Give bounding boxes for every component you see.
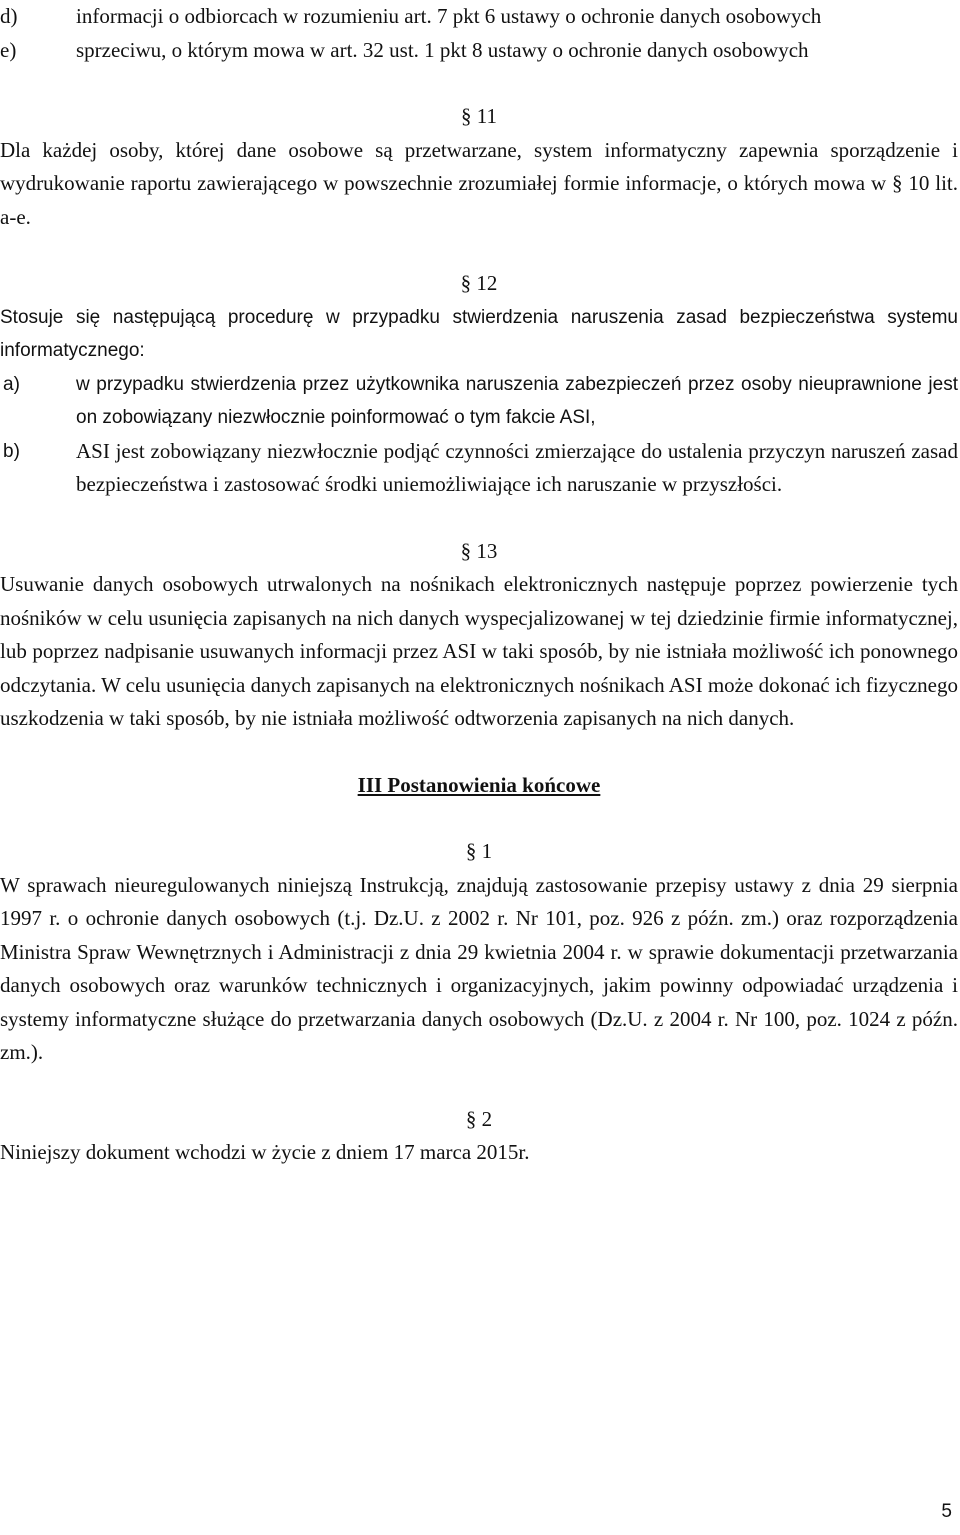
list-item-d [0,0,958,34]
section-heading-13: § 13 [460,538,498,563]
part-title: III Postanowienia końcowe [357,772,601,797]
spacer [0,502,958,535]
section-2-text: Niniejszy dokument wchodzi w życie z dniem 17 marca 2015r. [0,1140,530,1164]
list-item-a [0,368,958,435]
section-11-text: Dla każdej osoby, której dane osobowe są przetwarzane, system informatyczny zapewnia sporządzenie i wydrukowanie raportu zawierającego w powszechnie zrozumiałej formie informacje, o których mowa w § 10 lit. a-e. [0,137,958,229]
list-text: w przypadku stwierdzenia przez użytkownika naruszenia zabezpieczeń przez osoby nieuprawnione jest on zobowiązany niezwłocznie poinformować o tym fakcie ASI, [76,373,958,428]
list-label: a) [3,373,20,395]
section-13-text: Usuwanie danych osobowych utrwalonych na nośnikach elektronicznych następuje poprzez powierzenie tych nośników w celu usunięcia zapisanych na nich danych wyspecjalizowanej w tej dziedzinie firmie informatycznej, lub poprzez nadpisanie usuwanych informacji przez ASI w taki sposób, by nie istniała możliwość ich ponownego odczytania. W celu usunięcia danych zapisanych na elektronicznych nośnikach ASI może dokonać ich fizycznego uszkodzenia w taki sposób, by nie istniała możliwość odtworzenia zapisanych na nich danych. [0,572,958,730]
section-12-intro: Stosuje się następującą procedurę w przypadku stwierdzenia naruszenia zasad bezpieczeństwa systemu informatycznego: [0,306,958,361]
list-label: b) [3,440,20,462]
spacer [0,67,958,100]
section-heading-11: § 11 [461,104,497,128]
page-number: 5 [941,1501,952,1522]
list-item-b [0,435,958,502]
list-text: ASI jest zobowiązany niezwłocznie podjąć czynności zmierzające do ustalenia przyczyn naruszeń zasad bezpieczeństwa i zastosować środki uniemożliwiające ich naruszanie w przyszłości. [76,438,958,496]
list-item-e [0,34,958,68]
section-heading-12: § 12 [460,271,498,295]
section-1-text: W sprawach nieuregulowanych niniejszą Instrukcją, znajdują zastosowanie przepisy ustawy z dnia 29 sierpnia 1997 r. o ochronie danych osobowych (t.j. Dz.U. z 2002 r. Nr 101, poz. 926 z późn. zm.) oraz rozporządzenia Ministra Spraw Wewnętrznych i Administracji z dnia 29 kwietnia 2004 r. w sprawie dokumentacji przetwarzania danych osobowych oraz warunków technicznych i organizacyjnych, jakim powinny odpowiadać urządzenia i systemy informatyczne służące do przetwarzania danych osobowych (Dz.U. z 2004 r. Nr 100, poz. 1024 z późn. zm.). [0,872,958,1064]
spacer [0,802,958,835]
spacer [0,1070,958,1103]
spacer [0,736,958,769]
list-label: e) [0,37,17,62]
list-text: informacji o odbiorcach w rozumieniu art. 7 pkt 6 ustawy o ochronie danych osobowych [76,4,822,28]
section-heading-2: § 2 [465,1106,493,1131]
section-heading-1: § 1 [465,839,493,863]
list-text: sprzeciwu, o którym mowa w art. 32 ust. 1 pkt 8 ustawy o ochronie danych osobowych [76,37,809,62]
list-label: d) [0,4,18,28]
spacer [0,234,958,267]
